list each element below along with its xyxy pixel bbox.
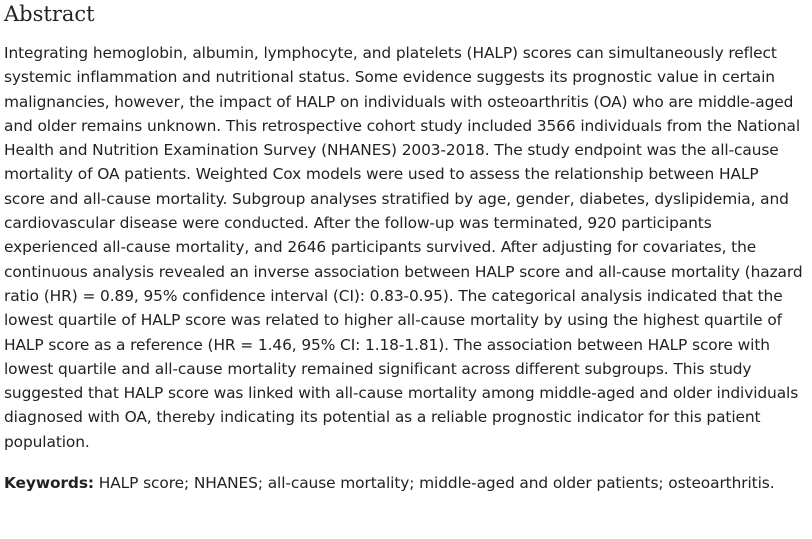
keywords-value: HALP score; NHANES; all-cause mortality; middle-aged and older patients; osteoarthritis. [98,474,775,493]
keywords-label: Keywords: [4,474,94,493]
abstract-paragraph: Integrating hemoglobin, albumin, lymphocyte, and platelets (HALP) scores can simultaneously reflect systemic inflammation and nutritional status. Some evidence suggests its prognostic value in certain malignancies, however, the impact of HALP on individuals with osteoarthritis (OA) who are middle-aged and older remains unknown. This retrospective cohort study included 3566 individuals from the National Health and Nutrition Examination Survey (NHANES) 2003-2018. The study endpoint was the all-cause mortality of OA patients. Weighted Cox models were used to assess the relationship between HALP score and all-cause mortality. Subgroup analyses stratified by age, gender, diabetes, dyslipidemia, and cardiovascular disease were conducted. After the follow-up was terminated, 920 participants experienced all-cause mortality, and 2646 participants survived. After adjusting for covariates, the continuous analysis revealed an inverse association between HALP score and all-cause mortality (hazard ratio (HR) = 0.89, 95% confidence interval (CI): 0.83-0.95). The categorical analysis indicated that the lowest quartile of HALP score was related to higher all-cause mortality by using the highest quartile of HALP score as a reference (HR = 1.46, 95% CI: 1.18-1.81). The association between HALP score with lowest quartile and all-cause mortality remained significant across different subgroups. This study suggested that HALP score was linked with all-cause mortality among middle-aged and older individuals diagnosed with OA, thereby indicating its potential as a reliable prognostic indicator for this patient population. [4,44,803,451]
keywords-line [4,471,808,495]
section-heading: Abstract [4,2,95,26]
abstract-section [4,0,808,495]
